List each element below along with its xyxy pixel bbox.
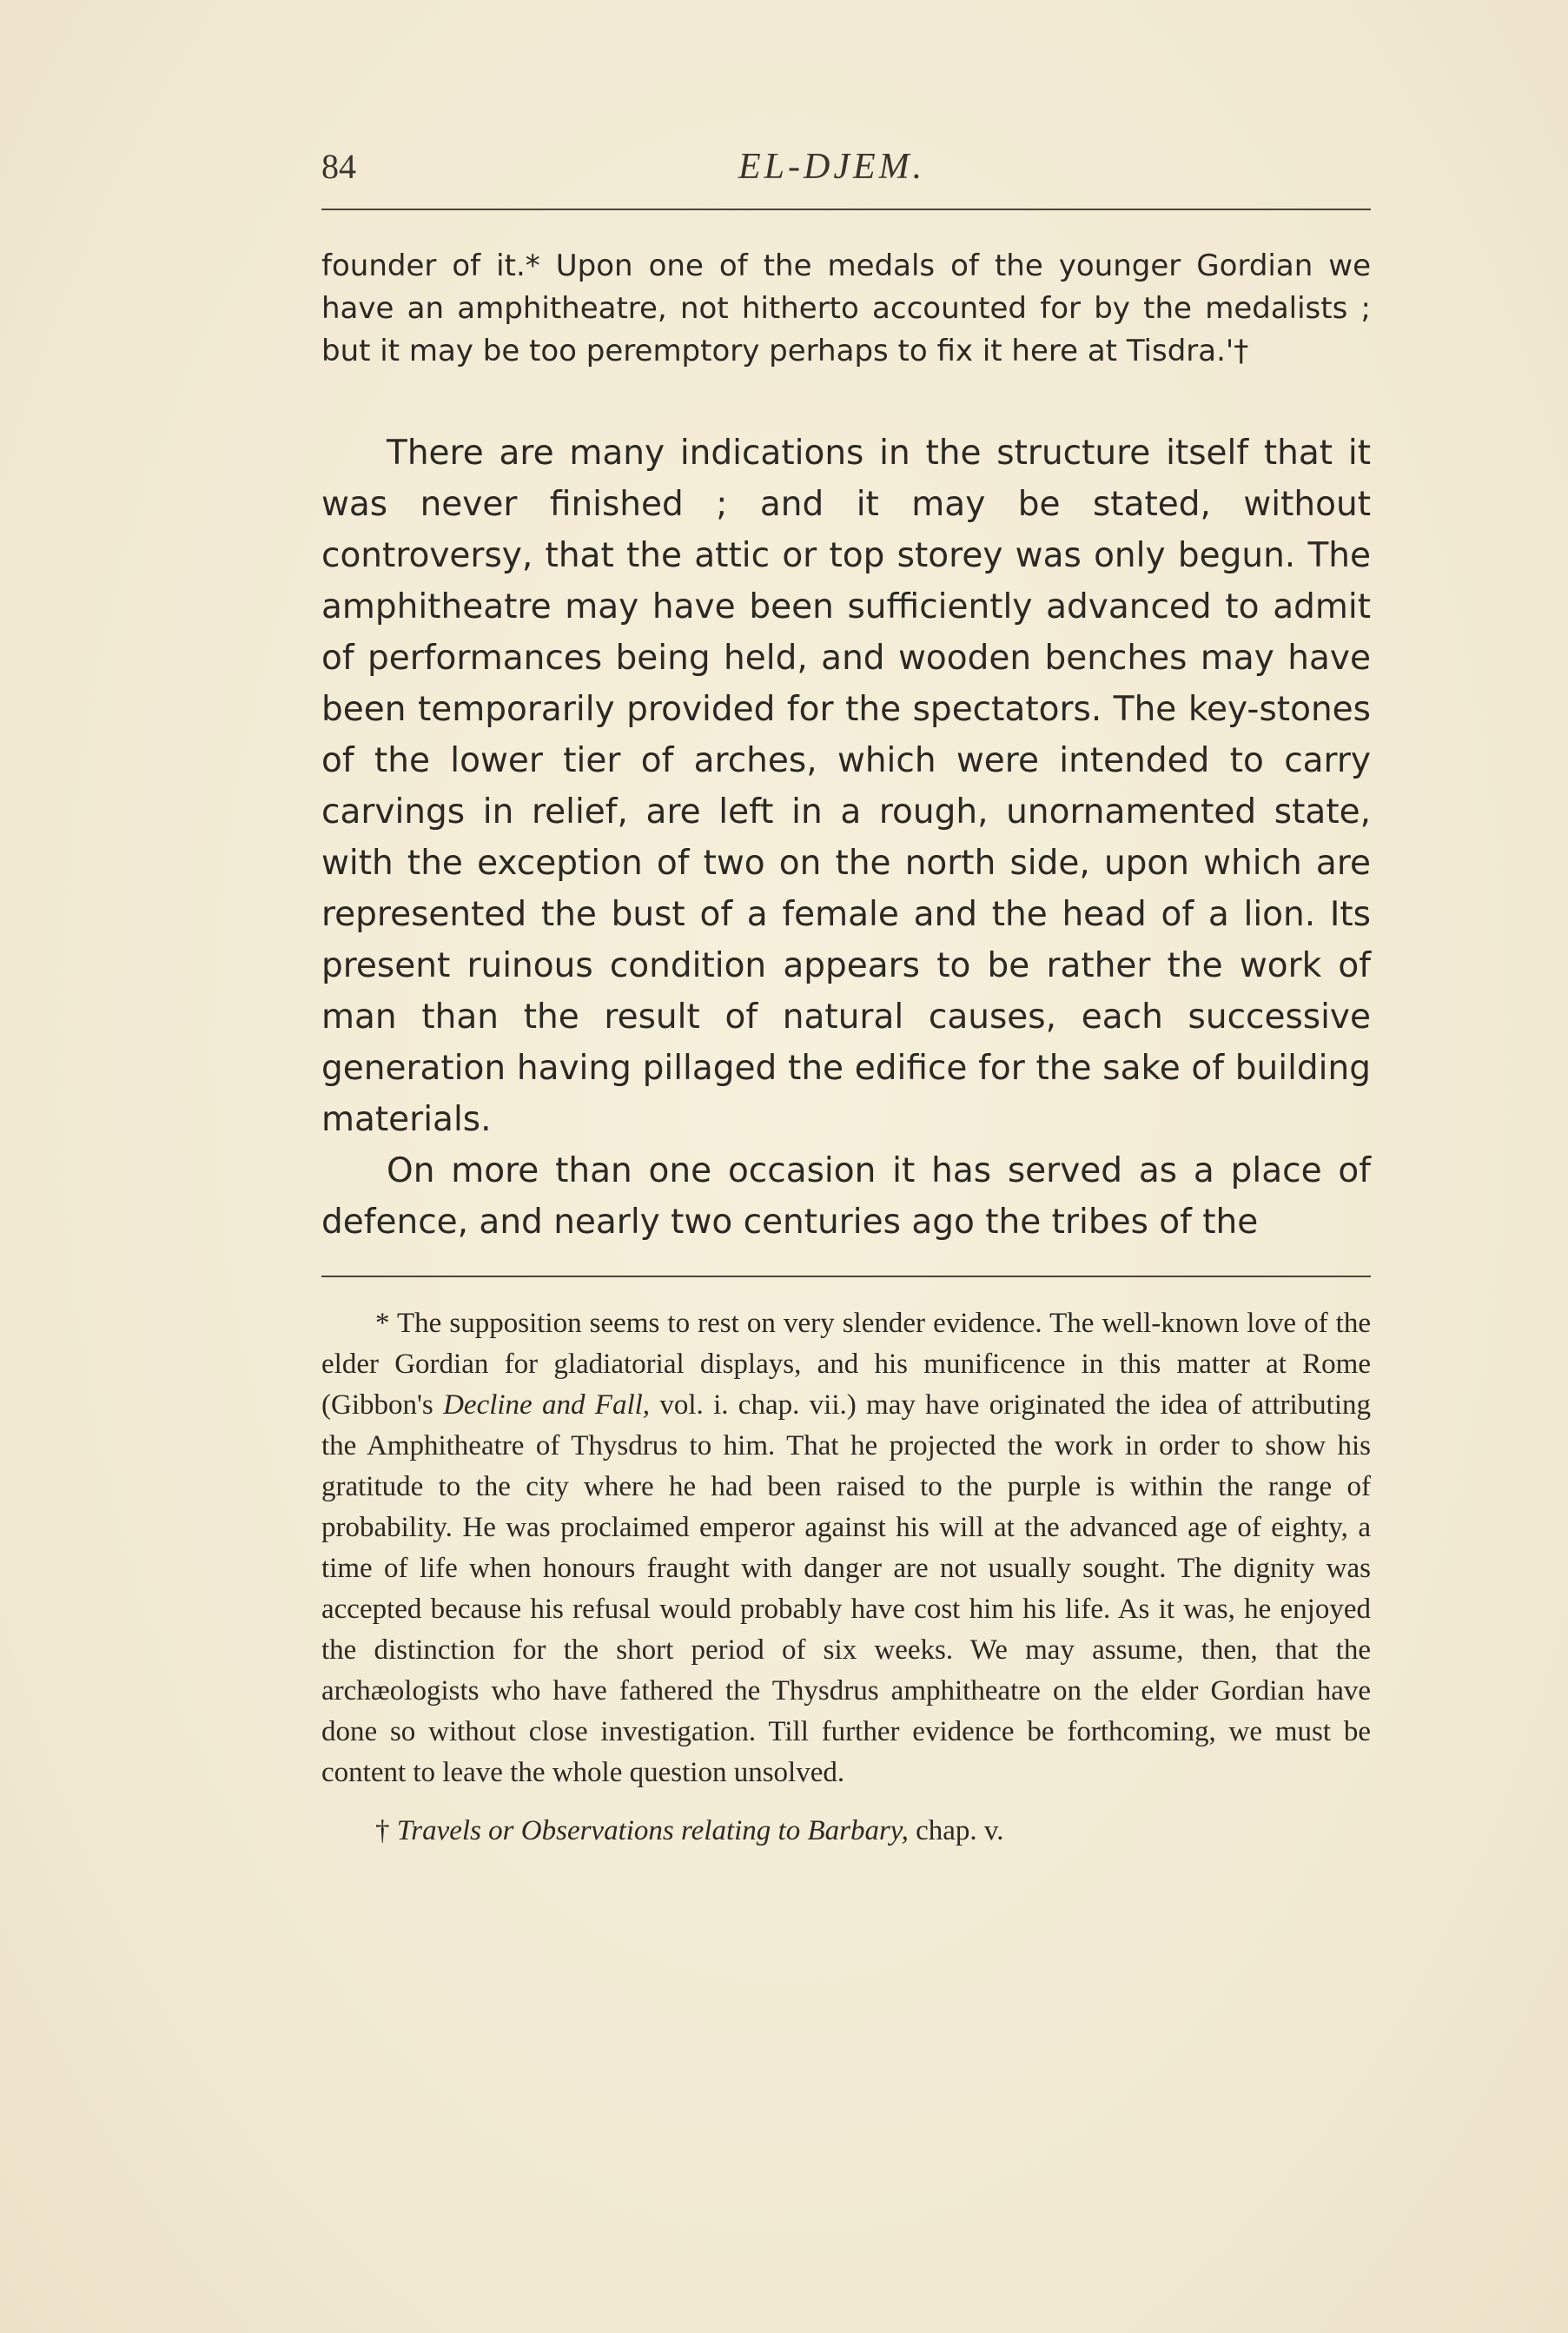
footnotes <box>321 1303 1371 1852</box>
continuation-paragraph: founder of it.* Upon one of the medals of the younger Gordian we have an amphitheatre, not hitherto accounted for by the medalists ; but it may be too peremptory perhaps to fix it here at Tisdra.'† <box>321 249 1371 368</box>
footnote-text: * The supposition seems to rest on very slender evidence. The well-known love of the elder Gordian for gladiatorial displays, and his munificence in this matter at Rome (Gibbon's <box>321 1308 1371 1421</box>
header-rule <box>321 209 1371 210</box>
footnote-book-title: Decline and Fall, <box>443 1389 651 1421</box>
footnote-asterisk <box>321 1303 1371 1793</box>
page-header <box>321 146 1371 198</box>
footnote-dagger <box>321 1811 1371 1852</box>
paragraph: On more than one occasion it has served as a place of defence, and nearly two centuries ago the tribes of the <box>321 1151 1371 1242</box>
paragraph: There are many indications in the structure itself that it was never finished ; and it may be stated, without controversy, that the attic or top storey was only begun. The amphitheatre may have been sufficiently advanced to admit of performances being held, and wooden benches may have been temporarily provided for the spectators. The key-stones of the lower tier of arches, which were intended to carry carvings in relief, are left in a rough, unornamented state, with the exception of two on the north side, upon which are represented the bust of a female and the head of a lion. Its present ruinous condition appears to be rather the work of man than the result of natural causes, each successive generation having pillaged the edifice for the sake of building materials. <box>321 434 1371 1139</box>
running-head: EL-DJEM. <box>738 147 926 187</box>
page-number: 84 <box>321 147 356 186</box>
main-text <box>321 427 1371 1248</box>
footnote-marker: † <box>375 1815 397 1846</box>
footnote-text: chap. v. <box>908 1815 1004 1846</box>
footnote-text: vol. i. chap. vii.) may have originated the idea of attributing the Amphitheatre of Thysdrus to him. That he projected the work in order to show his gratitude to the city where he had been raised to the purple is within the range of probability. He was proclaimed emperor against his will at the advanced age of eighty, a time of life when honours fraught with danger are not usually sought. The dignity was accepted because his refusal would probably have cost him his life. As it was, he enjoyed the distinction for the short period of six weeks. We may assume, then, that the archæologists who have fathered the Thysdrus amphitheatre on the elder Gordian have done so without close investigation. Till further evidence be forthcoming, we must be content to leave the whole question unsolved. <box>321 1389 1372 1788</box>
footnote-rule <box>321 1276 1371 1277</box>
footnote-book-title: Travels or Observations relating to Barbary, <box>396 1815 909 1846</box>
